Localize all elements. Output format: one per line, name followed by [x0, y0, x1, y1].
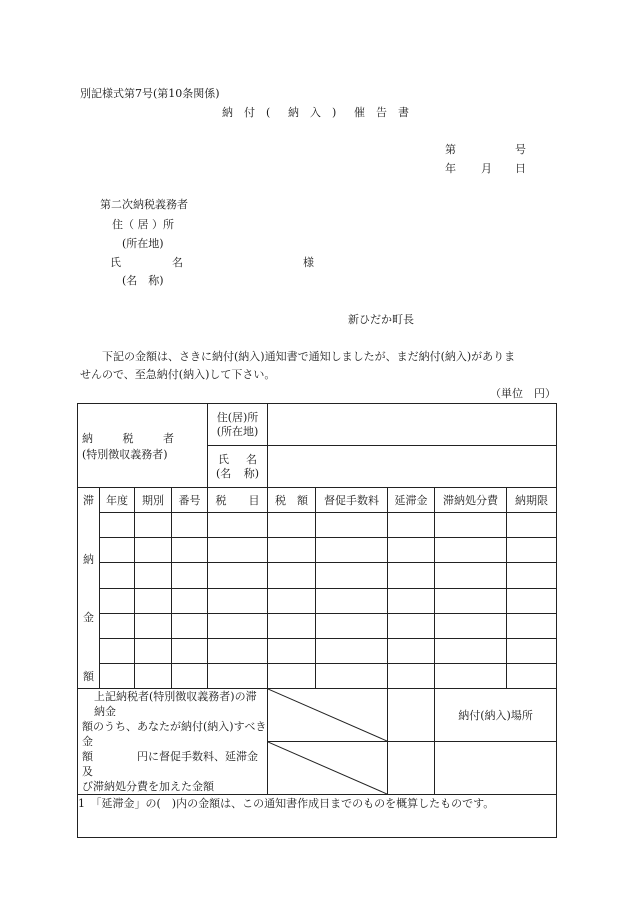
- table-cell[interactable]: [135, 613, 172, 638]
- recipient-name-sub: (名 称): [122, 274, 164, 287]
- title-char: 入: [310, 106, 321, 119]
- title-char: (: [266, 106, 271, 119]
- table-cell[interactable]: [316, 513, 388, 538]
- table-cell[interactable]: [268, 563, 316, 588]
- summary-total-field[interactable]: [388, 742, 435, 795]
- summary-amount-field[interactable]: [388, 689, 435, 742]
- table-cell[interactable]: [268, 513, 316, 538]
- title-char: 付: [244, 106, 255, 119]
- table-cell[interactable]: [388, 613, 435, 638]
- table-row: [78, 613, 557, 638]
- table-cell[interactable]: [435, 663, 507, 688]
- body-paragraph: [80, 348, 558, 384]
- side-label: [78, 488, 99, 688]
- table-cell[interactable]: [100, 588, 135, 613]
- taxpayer-name-label-cell: [208, 446, 268, 488]
- table-cell[interactable]: [208, 563, 268, 588]
- table-cell[interactable]: [268, 613, 316, 638]
- recipient-name-label-2: 名: [172, 256, 183, 269]
- taxpayer-label-cell: [78, 404, 208, 488]
- table-cell[interactable]: [507, 513, 557, 538]
- taxpayer-name-sub: [208, 467, 267, 481]
- col-header-number: 番号: [172, 488, 208, 513]
- table-cell[interactable]: [435, 613, 507, 638]
- table-cell[interactable]: [208, 638, 268, 663]
- taxpayer-label-char: 税: [122, 431, 134, 445]
- table-row: [78, 663, 557, 688]
- table-cell[interactable]: [268, 638, 316, 663]
- table-cell[interactable]: [388, 538, 435, 563]
- table-cell[interactable]: [435, 513, 507, 538]
- doc-number-suffix: 号: [515, 143, 526, 156]
- diagonal-line: [268, 689, 387, 741]
- table-cell[interactable]: [100, 638, 135, 663]
- table-cell[interactable]: [507, 588, 557, 613]
- recipient-address-sub: (所在地): [122, 237, 164, 250]
- table-cell[interactable]: [316, 588, 388, 613]
- table-cell[interactable]: [268, 538, 316, 563]
- unit-label: （単位 円）: [490, 387, 556, 400]
- table-cell[interactable]: [172, 563, 208, 588]
- col-header-demand-fee: 督促手数料: [316, 488, 388, 513]
- table-cell[interactable]: [100, 563, 135, 588]
- table-cell[interactable]: [507, 563, 557, 588]
- issuer: 新ひだか町長: [348, 313, 414, 326]
- table-cell[interactable]: [135, 638, 172, 663]
- table-cell[interactable]: [507, 663, 557, 688]
- doc-number-prefix: 第: [445, 143, 456, 156]
- taxpayer-name-field[interactable]: [268, 446, 557, 488]
- taxpayer-name-sub-part: 称): [243, 466, 259, 480]
- summary-line: び滞納処分費を加えた金額: [82, 780, 214, 793]
- table-cell[interactable]: [388, 588, 435, 613]
- title-char: 書: [398, 106, 409, 119]
- side-label-char: 額: [83, 669, 94, 683]
- summary-line: 額 円に督促手数料、延滞金及: [82, 750, 258, 778]
- delinquency-table: [77, 403, 557, 838]
- col-header-due-date: 納期限: [507, 488, 557, 513]
- summary-amount-diagonal-top: [268, 689, 388, 742]
- col-header-tax-amount: 税 額: [268, 488, 316, 513]
- table-cell[interactable]: [268, 588, 316, 613]
- date-day: 日: [515, 162, 526, 175]
- recipient-category: 第二次納税義務者: [100, 198, 188, 211]
- table-cell[interactable]: [135, 538, 172, 563]
- table-cell[interactable]: [172, 613, 208, 638]
- form-number: 別記様式第7号(第10条関係): [80, 87, 220, 100]
- recipient-name-label-1: 氏: [110, 256, 121, 269]
- taxpayer-name-sub-part: (名: [216, 466, 232, 480]
- table-cell[interactable]: [316, 638, 388, 663]
- taxpayer-label-sub: (特別徴収義務者): [82, 447, 168, 461]
- table-cell[interactable]: [208, 663, 268, 688]
- table-cell[interactable]: [135, 563, 172, 588]
- table-cell[interactable]: [172, 588, 208, 613]
- recipient-honorific: 様: [303, 256, 314, 269]
- taxpayer-label-char: 納: [82, 431, 93, 445]
- table-row: [78, 563, 557, 588]
- taxpayer-label-char: 者: [163, 431, 174, 445]
- title-char: 催: [354, 106, 365, 119]
- summary-line: 額のうち、あなたが納付(納入)すべき金: [82, 720, 267, 748]
- recipient-address-label: 住（ 居 ）所: [112, 218, 174, 231]
- taxpayer-address-label-cell: [208, 404, 268, 446]
- table-cell[interactable]: [388, 513, 435, 538]
- payment-place-label: 納付(納入)場所: [435, 689, 557, 742]
- table-row: [78, 588, 557, 613]
- taxpayer-address-label: 住(居)所: [216, 410, 259, 424]
- title-char: 告: [376, 106, 387, 119]
- table-cell[interactable]: [172, 663, 208, 688]
- table-cell[interactable]: [388, 638, 435, 663]
- table-row: [78, 638, 557, 663]
- side-label-char: 滞: [83, 494, 94, 507]
- table-cell[interactable]: [268, 663, 316, 688]
- side-label-char: 納: [83, 552, 94, 566]
- table-cell[interactable]: [100, 663, 135, 688]
- summary-line: 上記納税者(特別徴収義務者)の滞納金: [94, 690, 257, 718]
- date-month: 月: [481, 162, 492, 175]
- taxpayer-name-char: 名: [246, 452, 257, 466]
- col-header-late-charge: 延滞金: [388, 488, 435, 513]
- table-cell[interactable]: [507, 613, 557, 638]
- table-cell[interactable]: [435, 538, 507, 563]
- table-row: [78, 513, 557, 538]
- footnote: 1 「延滞金」の( )内の金額は、この通知書作成日までのものを概算したものです。: [78, 797, 495, 810]
- col-header-tax-item: 税 目: [208, 488, 268, 513]
- side-label-char: 金: [83, 611, 94, 625]
- payment-place-field[interactable]: [435, 742, 557, 795]
- col-header-fiscal-year: 年度: [100, 488, 135, 513]
- title-char: 納: [222, 106, 233, 119]
- table-cell[interactable]: [100, 613, 135, 638]
- table-cell[interactable]: [100, 538, 135, 563]
- table-cell[interactable]: [208, 513, 268, 538]
- col-header-period: 期別: [135, 488, 172, 513]
- col-header-disposition-cost: 滞納処分費: [435, 488, 507, 513]
- table-cell[interactable]: [135, 513, 172, 538]
- taxpayer-label: [82, 430, 178, 446]
- table-cell[interactable]: [388, 663, 435, 688]
- table-cell[interactable]: [435, 638, 507, 663]
- title-char: ): [332, 106, 337, 119]
- table-cell[interactable]: [316, 538, 388, 563]
- table-cell[interactable]: [172, 638, 208, 663]
- table-cell[interactable]: [208, 588, 268, 613]
- side-label-cell: [78, 488, 100, 689]
- summary-text-cell: [78, 689, 268, 795]
- table-cell[interactable]: [388, 563, 435, 588]
- taxpayer-address-sub: (所在地): [216, 424, 259, 438]
- table-cell[interactable]: [135, 663, 172, 688]
- table-cell[interactable]: [316, 563, 388, 588]
- table-cell[interactable]: [100, 513, 135, 538]
- diagonal-line: [268, 742, 387, 794]
- table-cell[interactable]: [316, 663, 388, 688]
- title-char: 納: [288, 106, 299, 119]
- table-cell[interactable]: [435, 563, 507, 588]
- body-line-2: せんので、至急納付(納入)して下さい。: [80, 368, 276, 381]
- table-cell[interactable]: [208, 538, 268, 563]
- taxpayer-address-field[interactable]: [268, 404, 557, 446]
- table-cell[interactable]: [172, 513, 208, 538]
- body-line-1: 下記の金額は、さきに納付(納入)通知書で通知しましたが、まだ納付(納入)がありま: [102, 350, 516, 363]
- table-cell[interactable]: [135, 588, 172, 613]
- footnote-cell: [78, 795, 557, 838]
- table-row: [78, 538, 557, 563]
- table-cell[interactable]: [435, 588, 507, 613]
- taxpayer-name-label: [208, 453, 267, 467]
- table-cell[interactable]: [507, 538, 557, 563]
- table-cell[interactable]: [316, 613, 388, 638]
- table-cell[interactable]: [172, 538, 208, 563]
- taxpayer-name-char: 氏: [218, 452, 229, 466]
- date-year: 年: [445, 162, 456, 175]
- document-title: [222, 106, 420, 120]
- table-cell[interactable]: [208, 613, 268, 638]
- table-cell[interactable]: [507, 638, 557, 663]
- summary-amount-diagonal-bottom: [268, 742, 388, 795]
